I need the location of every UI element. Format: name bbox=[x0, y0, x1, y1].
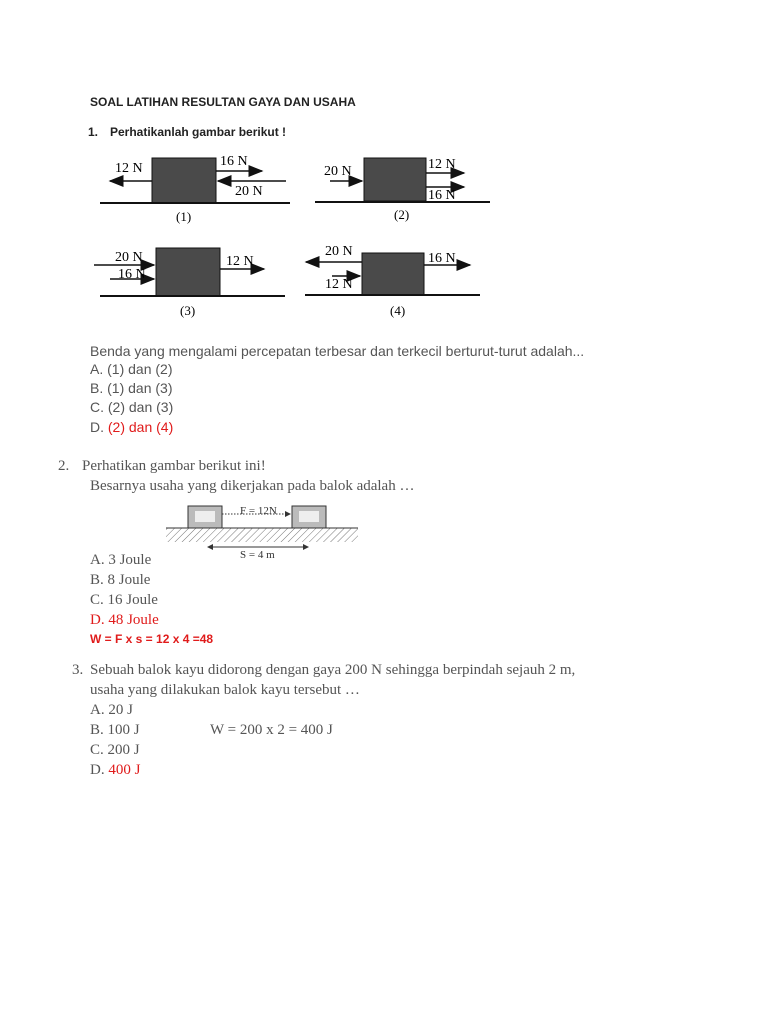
q2-force-label: F = 12N bbox=[240, 505, 277, 517]
fig2-id: (2) bbox=[394, 207, 410, 222]
fig4-id: (4) bbox=[390, 303, 406, 318]
option-letter: A. bbox=[90, 361, 104, 377]
fig1-right-bottom-label: 20 N bbox=[235, 184, 263, 199]
option-text-correct: 48 Joule bbox=[108, 612, 159, 628]
q1-figure-3 bbox=[94, 248, 285, 318]
fig2-right-bottom-label: 16 N bbox=[428, 188, 456, 203]
q2-option-c bbox=[90, 592, 158, 609]
q2-number: 2. bbox=[58, 458, 70, 474]
q3-option-d bbox=[90, 762, 140, 779]
option-text-correct: (2) dan (4) bbox=[107, 419, 174, 435]
fig3-left-top-label: 20 N bbox=[115, 250, 143, 265]
fig1-right-top-label: 16 N bbox=[220, 154, 248, 169]
q1-figure-2 bbox=[315, 157, 490, 222]
page-title: SOAL LATIHAN RESULTAN GAYA DAN USAHA bbox=[90, 95, 356, 109]
q3-work-note: W = 200 x 2 = 400 J bbox=[210, 722, 333, 738]
fig4-right-label: 16 N bbox=[428, 251, 456, 266]
option-letter: C. bbox=[90, 399, 104, 415]
option-letter: D. bbox=[90, 612, 105, 628]
q2-distance-label: S = 4 m bbox=[240, 549, 275, 561]
q2-option-a bbox=[90, 552, 151, 569]
q2-option-d bbox=[90, 612, 159, 629]
fig1-left-label: 12 N bbox=[115, 161, 143, 176]
option-letter: B. bbox=[90, 572, 104, 588]
q1-force-diagrams bbox=[90, 145, 500, 325]
q1-figure-4 bbox=[305, 244, 480, 318]
q1-figure-1 bbox=[100, 154, 290, 224]
q3-option-c bbox=[90, 742, 140, 759]
option-text-correct: 400 J bbox=[108, 762, 141, 778]
q2-line-2: Besarnya usaha yang dikerjakan pada balok adalah … bbox=[90, 478, 415, 494]
option-text: 3 Joule bbox=[108, 552, 152, 568]
q1-option-a bbox=[90, 361, 172, 377]
fig2-left-label: 20 N bbox=[324, 164, 352, 179]
q2-line-1: Perhatikan gambar berikut ini! bbox=[82, 458, 266, 474]
q2-answer-note: W = F x s = 12 x 4 =48 bbox=[90, 632, 214, 646]
option-text: (2) dan (3) bbox=[107, 399, 174, 415]
q1-question: Benda yang mengalami percepatan terbesar dan terkecil berturut-turut adalah... bbox=[90, 343, 585, 359]
fig1-id: (1) bbox=[176, 209, 192, 224]
option-text: 100 J bbox=[107, 722, 140, 738]
q1-option-d bbox=[90, 419, 173, 435]
fig4-left-top-label: 20 N bbox=[325, 244, 353, 259]
q1-prompt: Perhatikanlah gambar berikut ! bbox=[110, 125, 287, 139]
option-text: 8 Joule bbox=[107, 572, 151, 588]
option-text: (1) dan (2) bbox=[107, 361, 173, 377]
option-letter: B. bbox=[90, 380, 104, 396]
fig2-right-top-label: 12 N bbox=[428, 157, 456, 172]
option-letter: C. bbox=[90, 592, 104, 608]
option-text: (1) dan (3) bbox=[107, 380, 173, 396]
fig3-left-bottom-label: 16 N bbox=[118, 267, 146, 282]
fig4-left-bottom-label: 12 N bbox=[325, 277, 353, 292]
option-letter: B. bbox=[90, 722, 104, 738]
option-text: 200 J bbox=[107, 742, 140, 758]
q3-line-1: Sebuah balok kayu didorong dengan gaya 200 N sehingga berpindah sejauh 2 m, bbox=[90, 662, 576, 678]
fig3-right-label: 12 N bbox=[226, 254, 254, 269]
q1-number: 1. bbox=[88, 125, 99, 139]
option-letter: D. bbox=[90, 419, 104, 435]
option-letter: C. bbox=[90, 742, 104, 758]
option-text: 20 J bbox=[108, 702, 133, 718]
q3-option-b bbox=[90, 722, 140, 739]
option-letter: A. bbox=[90, 552, 105, 568]
q2-work-diagram bbox=[160, 500, 360, 562]
option-letter: A. bbox=[90, 702, 105, 718]
q1-option-b bbox=[90, 380, 172, 396]
q3-option-a bbox=[90, 702, 133, 719]
fig3-id: (3) bbox=[180, 303, 196, 318]
q3-number: 3. bbox=[72, 662, 84, 678]
option-letter: D. bbox=[90, 762, 105, 778]
q3-line-2: usaha yang dilakukan balok kayu tersebut … bbox=[90, 682, 360, 698]
q1-option-c bbox=[90, 399, 173, 415]
option-text: 16 Joule bbox=[107, 592, 158, 608]
q2-option-b bbox=[90, 572, 150, 589]
